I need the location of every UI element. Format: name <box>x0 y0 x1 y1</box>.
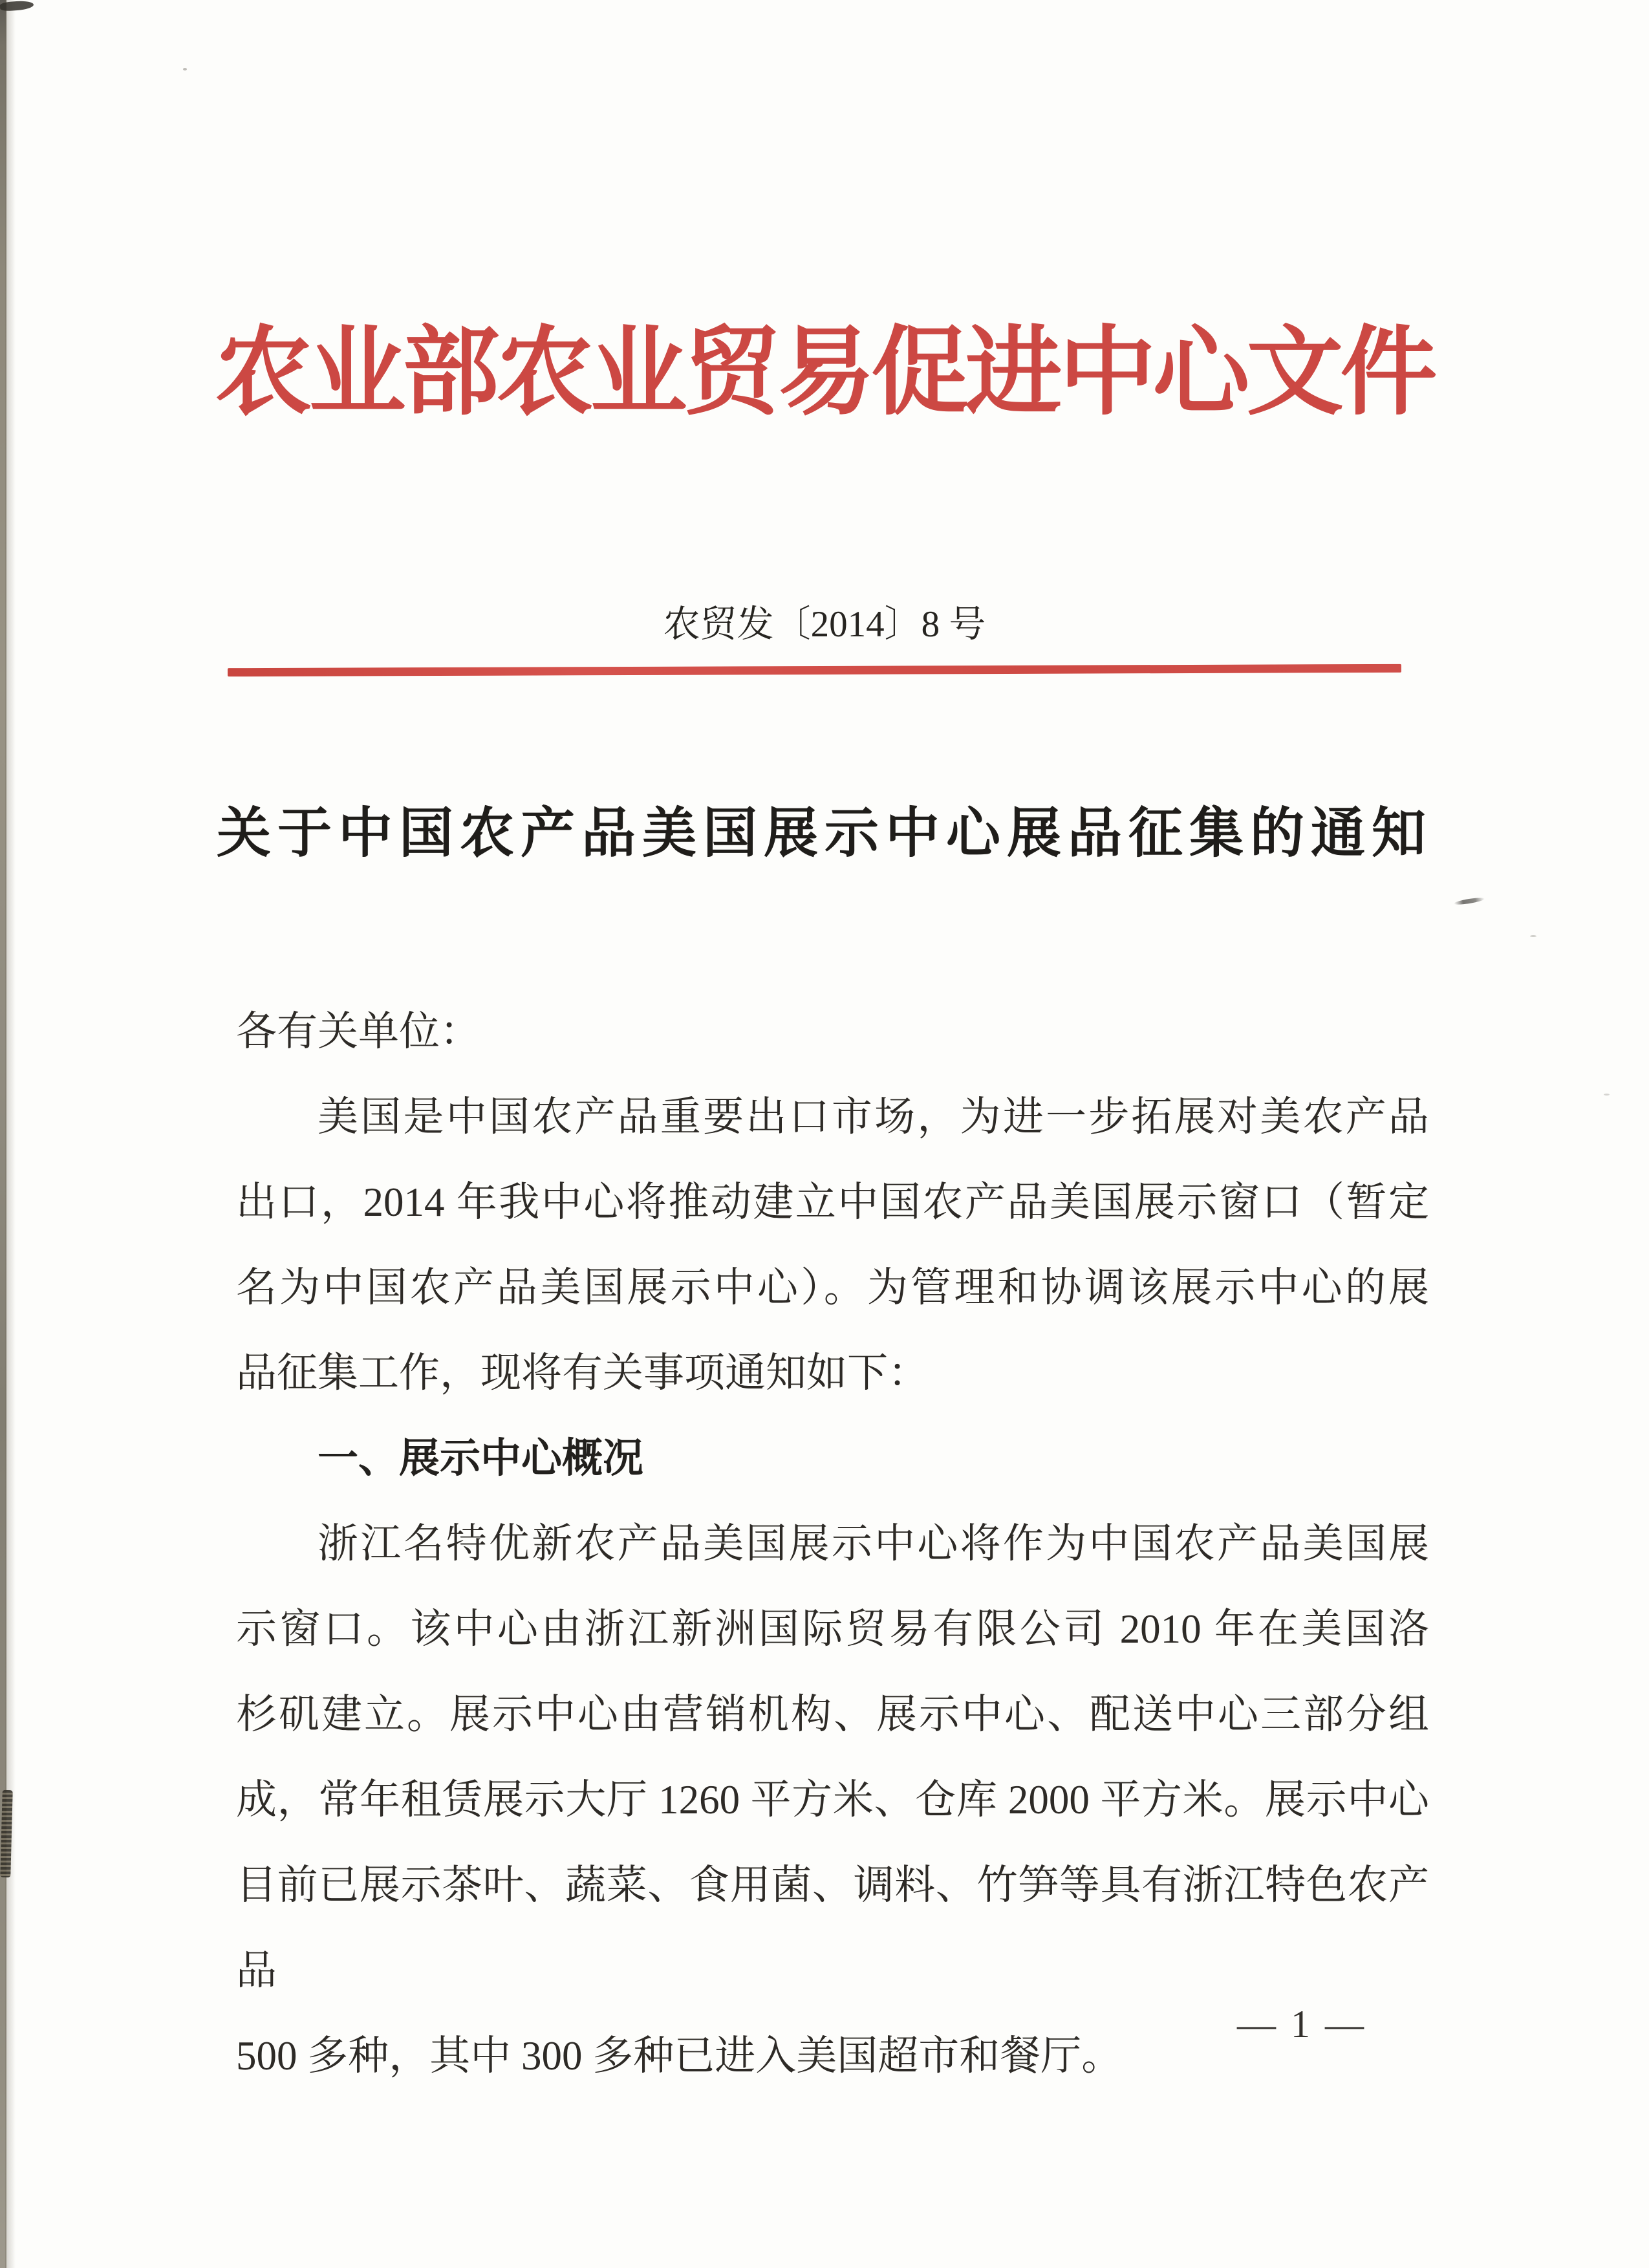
body-line: 示窗口。该中心由浙江新洲国际贸易有限公司 2010 年在美国洛 <box>236 1606 1429 1652</box>
body-line: 杉矶建立。展示中心由营销机构、展示中心、配送中心三部分组 <box>236 1692 1429 1737</box>
body-line: 500 多种，其中 300 多种已进入美国超市和餐厅。 <box>236 2033 1123 2079</box>
section-heading-1: 一、展示中心概况 <box>318 1436 643 1481</box>
document-title: 关于中国农产品美国展示中心展品征集的通知 <box>216 804 1432 864</box>
body-line: 名为中国农产品美国展示中心）。为管理和协调该展示中心的展 <box>236 1265 1429 1310</box>
salutation: 各有关单位： <box>236 1009 480 1054</box>
scan-artifact-speck <box>1604 1094 1610 1096</box>
body-line: 目前已展示茶叶、蔬菜、食用菌、调料、竹笋等具有浙江特色农产品 <box>236 1863 1429 1993</box>
document-number: 农贸发〔2014〕8 号 <box>663 604 986 645</box>
body-line: 浙江名特优新农产品美国展示中心将作为中国农产品美国展 <box>318 1521 1429 1566</box>
page-number: — 1 — <box>1237 2003 1366 2046</box>
scan-artifact-pencil-mark <box>1454 896 1485 905</box>
scan-artifact-speck <box>183 68 187 70</box>
red-separator-line <box>228 664 1401 676</box>
scan-artifact-speck <box>1530 935 1536 937</box>
letterhead-banner-title: 农业部农业贸易促进中心文件 <box>215 319 1434 427</box>
body-line: 成，常年租赁展示大厅 1260 平方米、仓库 2000 平方米。展示中心 <box>236 1777 1429 1822</box>
body-line: 出口，2014 年我中心将推动建立中国农产品美国展示窗口（暂定 <box>236 1180 1429 1225</box>
scan-artifact-corner-mark <box>0 0 34 12</box>
document-body <box>236 989 1429 2099</box>
body-line: 品征集工作，现将有关事项通知如下： <box>236 1350 929 1396</box>
body-line: 美国是中国农产品重要出口市场，为进一步拓展对美农产品 <box>318 1094 1429 1139</box>
